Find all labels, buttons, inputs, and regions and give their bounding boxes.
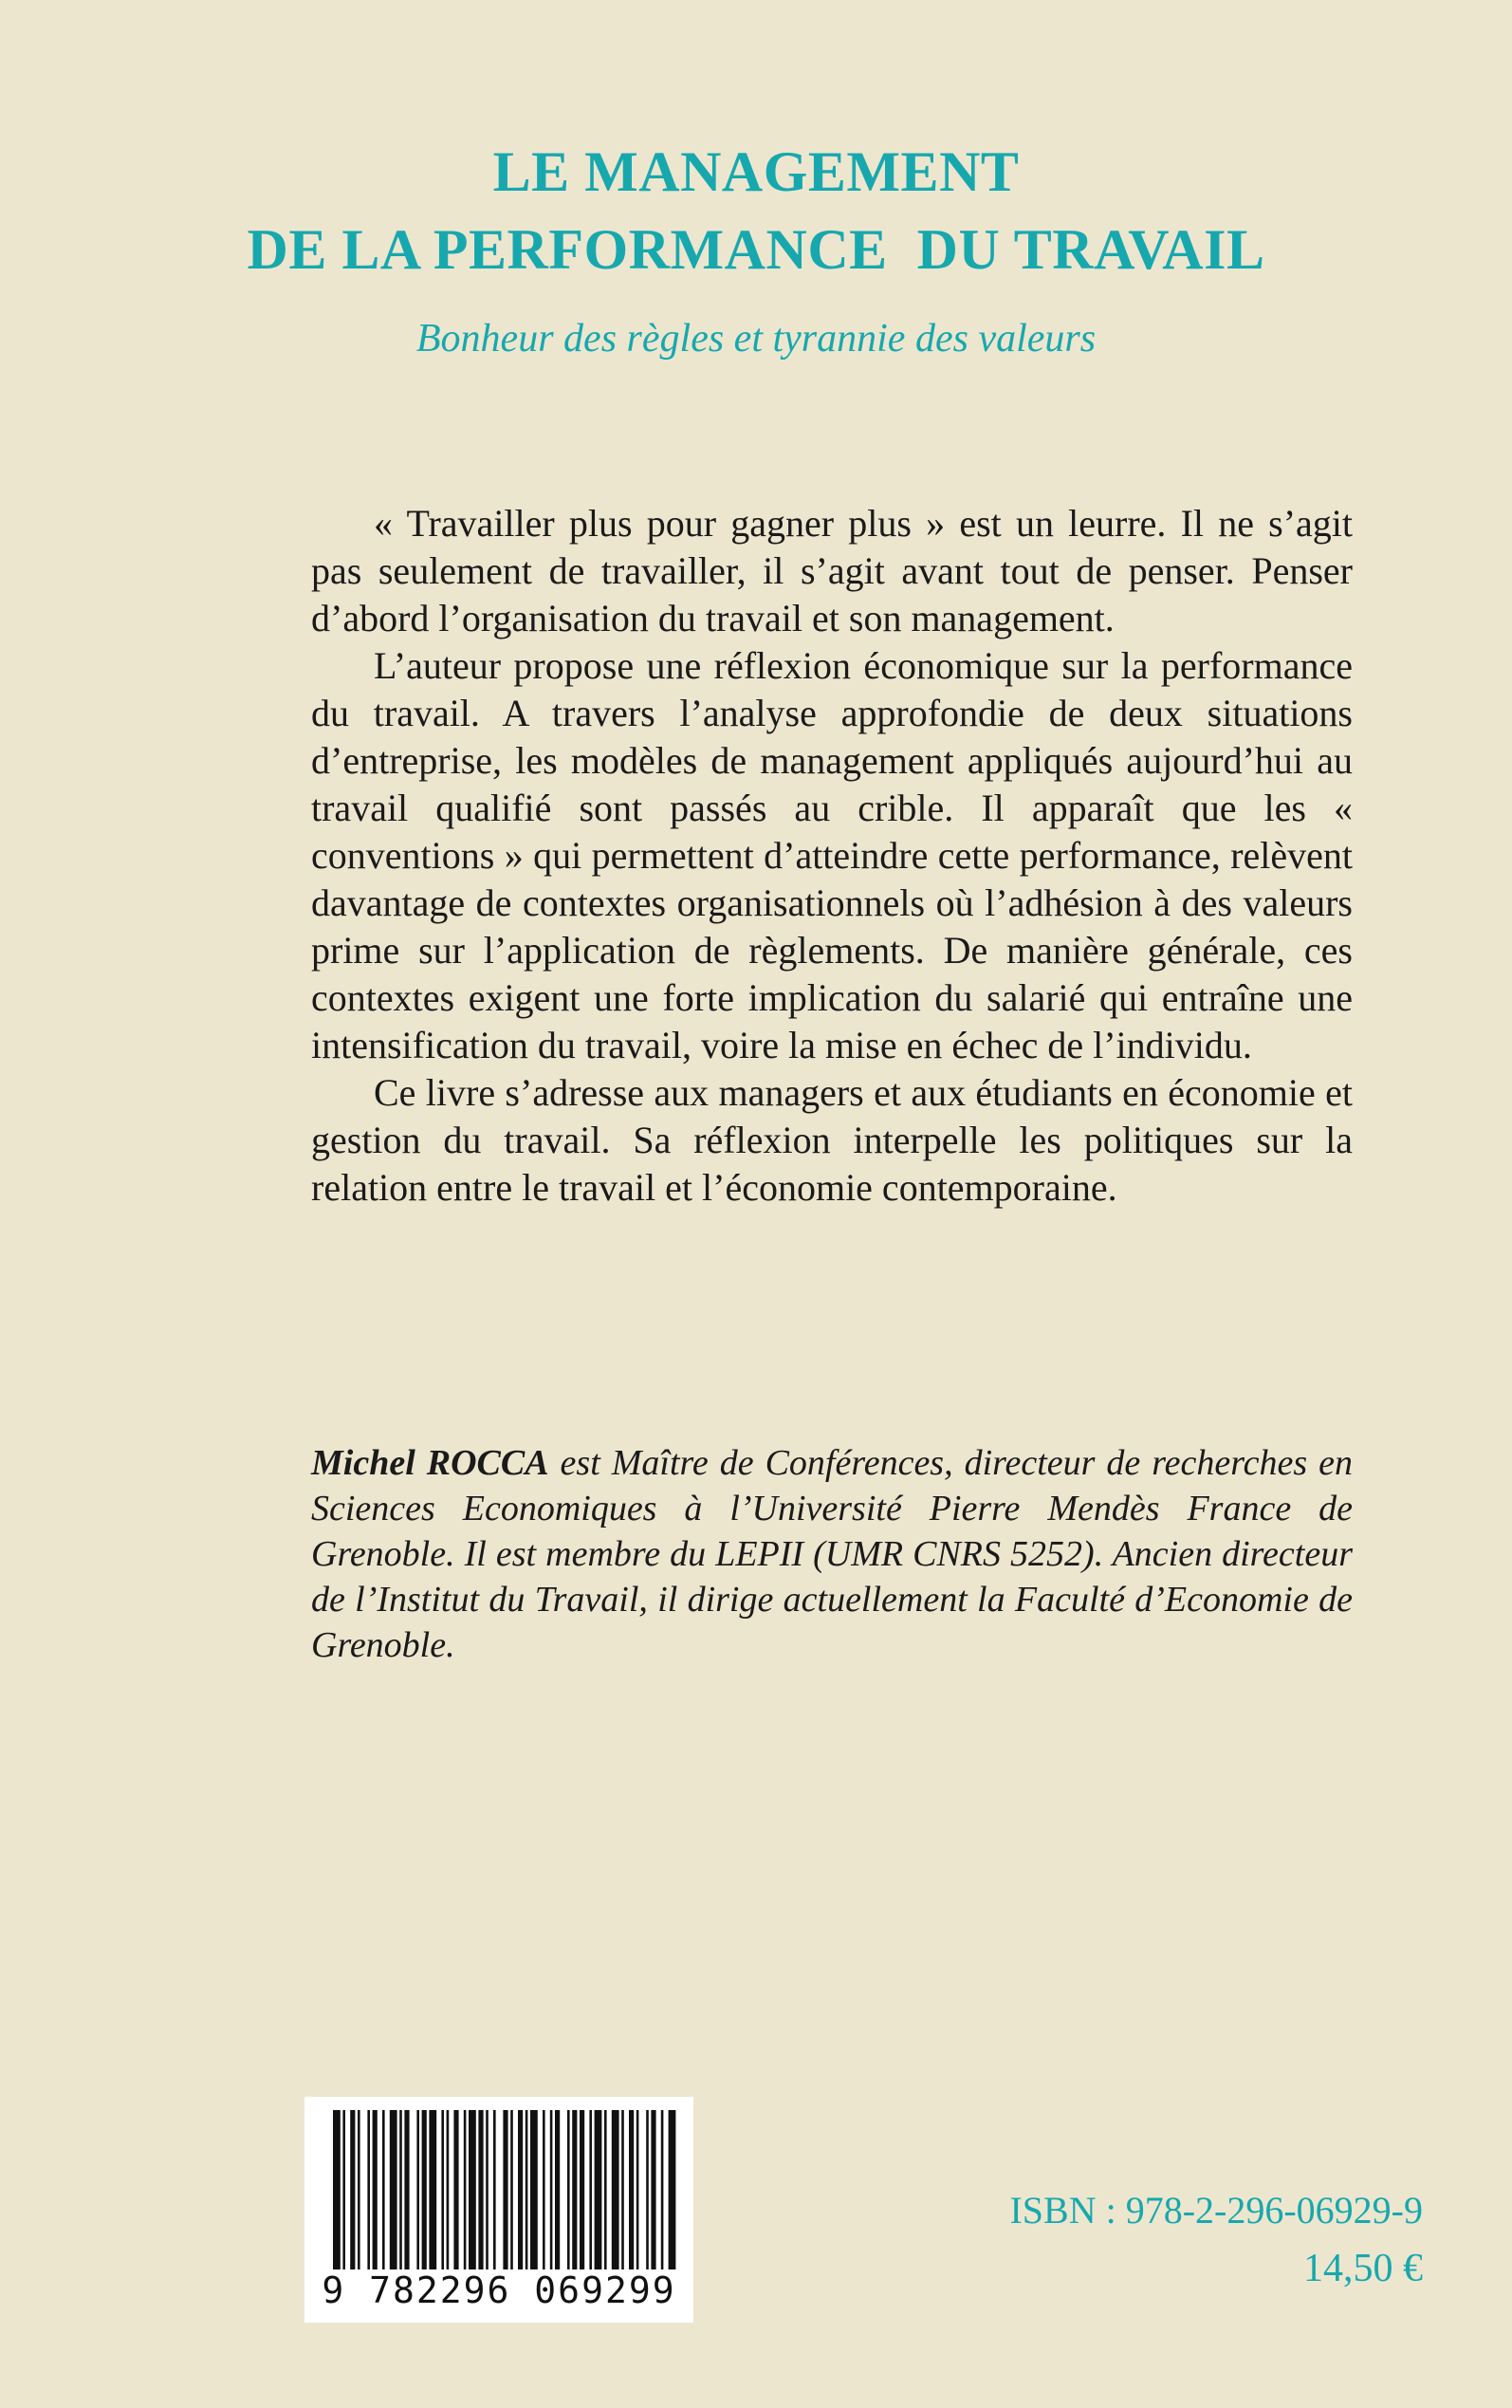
barcode-bar — [530, 2110, 538, 2269]
barcode-bar — [358, 2110, 360, 2269]
barcode-bar — [550, 2110, 553, 2269]
barcode-bar — [399, 2110, 402, 2269]
barcode-bar — [429, 2110, 436, 2269]
barcode-bar — [629, 2110, 634, 2269]
blurb-paragraph: Ce livre s’adresse aux managers et aux étudiants en économie et gestion du travail. Sa réflexion interpelle les politiques sur la relation entre le travail et l’économie contemporaine. — [311, 1071, 1353, 1209]
barcode-bar — [333, 2110, 341, 2269]
author-name: Michel ROCCA — [311, 1443, 549, 1483]
blurb-paragraph: « Travailler plus pour gagner plus » est un leurre. Il ne s’agit pas seulement de travailler, il s’agit avant tout de penser. Penser d’abord l’organisation du travail et son management. — [311, 502, 1353, 639]
barcode-bar — [669, 2110, 676, 2269]
barcode-bar — [572, 2110, 577, 2269]
barcode-bar — [589, 2110, 592, 2269]
barcode-bar — [373, 2110, 378, 2269]
barcode — [304, 2097, 693, 2323]
barcode-bar — [510, 2110, 513, 2269]
barcode-bar — [612, 2110, 619, 2269]
barcode-digits: 9 782296 069299 — [322, 2269, 676, 2311]
barcode-bar — [526, 2110, 528, 2269]
barcode-bar — [447, 2110, 450, 2269]
price: 14,50 € — [1303, 2247, 1423, 2290]
barcode-bar — [342, 2110, 345, 2269]
barcode-bar — [486, 2110, 489, 2269]
barcode-bar — [367, 2110, 370, 2269]
barcode-bar — [503, 2110, 507, 2269]
barcode-bar — [580, 2110, 584, 2269]
barcode-bar — [350, 2110, 355, 2269]
blurb-paragraph: L’auteur propose une réflexion économique sur la performance du travail. A travers l’analyse approfondie de deux situations d’entreprise, les modèles de management appliqués aujourd’hui au travail qualifié sont passés au crible. Il apparaît que les « conventions » qui permettent d’atteindre cette performance, relèvent davantage de contextes organisationnels où l’adhésion à des valeurs prime sur l’application de règlements. De manière générale, ces contextes exigent une forte implication du salarié qui entraîne une intensification du travail, voire la mise en échec de l’individu. — [311, 644, 1353, 1066]
barcode-bar — [493, 2110, 496, 2269]
title-line-1: LE MANAGEMENT — [492, 140, 1020, 203]
barcode-bar — [595, 2110, 602, 2269]
barcode-bar — [661, 2110, 664, 2269]
barcode-bar — [651, 2110, 655, 2269]
author-bio-text: est Maître de Conférences, directeur de recherches en Sciences Economiques à l’Université Pierre Mendès France de Grenoble. Il est membre du LEPII (UMR CNRS 5252). Ancien directeur de l’Institut du Travail, il dirige actuellement la Faculté d’Economie de Grenoble. — [311, 1443, 1353, 1665]
book-title — [0, 133, 1512, 288]
barcode-bar — [416, 2110, 419, 2269]
barcode-bar — [518, 2110, 523, 2269]
barcode-bar — [543, 2110, 545, 2269]
barcode-bar — [390, 2110, 397, 2269]
barcode-bar — [567, 2110, 570, 2269]
barcode-bar — [621, 2110, 624, 2269]
title-line-2: DE LA PERFORMANCE DU TRAVAIL — [247, 218, 1265, 281]
barcode-bar — [404, 2110, 409, 2269]
barcode-bar — [382, 2110, 385, 2269]
author-bio — [311, 1440, 1353, 1668]
book-subtitle: Bonheur des règles et tyrannie des valeurs — [415, 317, 1097, 361]
barcode-bar — [453, 2110, 458, 2269]
isbn: ISBN : 978-2-296-06929-9 — [1009, 2189, 1423, 2232]
barcode-bar — [422, 2110, 427, 2269]
barcode-bar — [441, 2110, 444, 2269]
barcode-bar — [636, 2110, 639, 2269]
barcode-bar — [555, 2110, 560, 2269]
barcode-bar — [646, 2110, 649, 2269]
barcode-bar — [478, 2110, 483, 2269]
barcode-bar — [604, 2110, 607, 2269]
barcode-bar — [464, 2110, 467, 2269]
blurb-text — [311, 500, 1353, 1212]
barcode-bar — [469, 2110, 476, 2269]
